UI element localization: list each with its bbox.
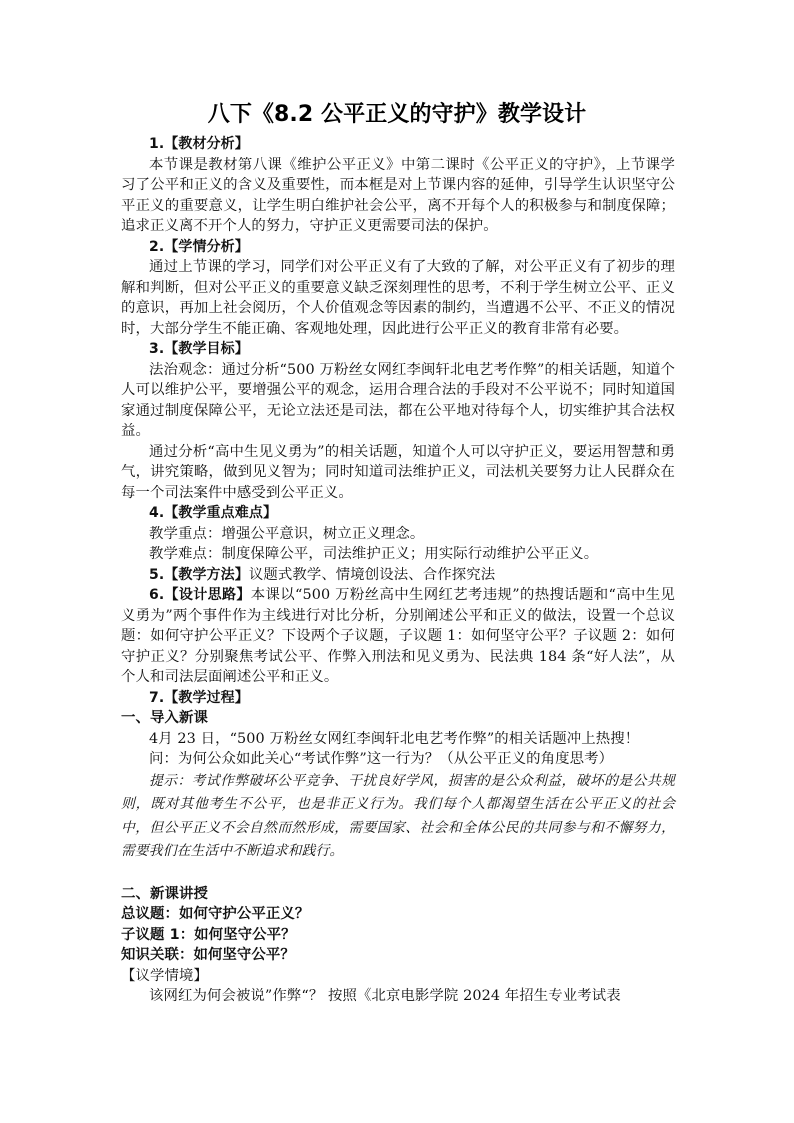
process-heading: 7.【教学过程】 — [149, 689, 249, 706]
section-heading-3: 3.【教学目标】 — [149, 341, 249, 357]
knowledge-link: 知识关联：如何坚守公平？ — [121, 947, 295, 963]
design-line — [121, 585, 675, 688]
method-heading: 5.【教学方法】 — [149, 566, 249, 583]
part1-title: 一、导入新课 — [121, 710, 208, 726]
section-paragraph: 通过上节课的学习，同学们对公平正义有了大致的了解，对公平正义有了初步的理解和判断，但对公平正义的重要意义缺乏深刻理性的思考，不利于学生树立公平、正义的意识，再加上社会阅历，个人价值观念等因素的制约，当遭遇不公平、不正义的情况时，大部分学生不能正确、客观地处理，因此进行公平正义的教育非常有必要。 — [121, 259, 675, 337]
section-heading-4: 4.【教学重点难点】 — [149, 505, 278, 521]
section-paragraph: 通过分析“高中生见义勇为”的相关话题，知道个人可以守护正义，要运用智慧和勇气，讲究策略，做到见义智为；同时知道司法维护正义，司法机关要努力让人民群众在每一个司法案件中感受到公平正义。 — [121, 443, 675, 501]
hint-paragraph: 提示：考试作弊破坏公平竞争、干扰良好学风，损害的是公众利益，破坏的是公共规则，既对其他考生不公平，也是非正义行为。我们每个人都渴望生活在公平正义的社会中，但公平正义不会自然而然形成，需要国家、社会和全体公民的共同参与和不懈努力，需要我们在生活中不断追求和践行。 — [121, 772, 675, 859]
question-paragraph: 问：为何公众如此关心“考试作弊”这一行为？（从公平正义的角度思考） — [149, 751, 614, 767]
section-paragraph: 本节课是教材第八课《维护公平正义》中第二课时《公平正义的守护》，上节课学习了公平和正义的含义及重要性，而本框是对上节课内容的延伸，引导学生认识坚守公平正义的重要意义，让学生明白维护社会公平，离不开每个人的积极参与和制度保障；追求正义离不开个人的努力，守护正义更需要司法的保护。 — [121, 156, 675, 234]
scenario-text: 该网红为何会被说”作弊“？ 按照《北京电影学院 2024 年招生专业考试表 — [149, 988, 621, 1004]
method-line — [121, 565, 675, 586]
sub-topic: 子议题 1：如何坚守公平？ — [121, 926, 296, 943]
section-heading-2: 2.【学情分析】 — [149, 238, 249, 255]
design-text: 本课以“500 万粉丝高中生网红艺考违规”的热搜话题和“高中生见义勇为”两个事件作为主线进行对比分析，分别阐述公平和正义的做法，设置一个总议题：如何守护公平正义？下设两个子议题，子议题 1：如何坚守公平？子议题 2：如何守护正义？分别聚焦考试公平、作弊入刑法和见义勇为、民法典 184 条“好人法”，从个人和司法层面阐述公平和正义。 — [121, 587, 675, 685]
section-paragraph: 法治观念：通过分析“500 万粉丝女网红李闽轩北电艺考作弊”的相关话题，知道个人可以维护公平，要增强公平的观念，运用合理合法的手段对不公平说不；同时知道国家通过制度保障公平，无论立法还是司法，都在公平地对待每个人，切实维护其合法权益。 — [121, 361, 675, 439]
section-paragraph: 教学重点：增强公平意识，树立正义理念。 — [149, 525, 425, 542]
main-topic: 总议题：如何守护公平正义？ — [121, 906, 310, 922]
part2-title: 二、新课讲授 — [121, 885, 208, 902]
scenario-label: 【议学情境】 — [121, 967, 208, 984]
section-paragraph: 教学难点：制度保障公平，司法维护正义；用实际行动维护公平正义。 — [149, 546, 599, 562]
document-body — [121, 134, 675, 1007]
method-text: 议题式教学、情境创设法、合作探究法 — [248, 566, 496, 583]
spacer — [121, 864, 675, 884]
document-title: 八下《8.2 公平正义的守护》教学设计 — [207, 102, 587, 127]
intro-paragraph: 4月 23 日，“500 万粉丝女网红李闽轩北电艺考作弊”的相关话题冲上热搜！ — [149, 730, 640, 747]
section-heading-1: 1.【教材分析】 — [149, 136, 249, 152]
design-heading: 6.【设计思路】 — [149, 587, 251, 603]
